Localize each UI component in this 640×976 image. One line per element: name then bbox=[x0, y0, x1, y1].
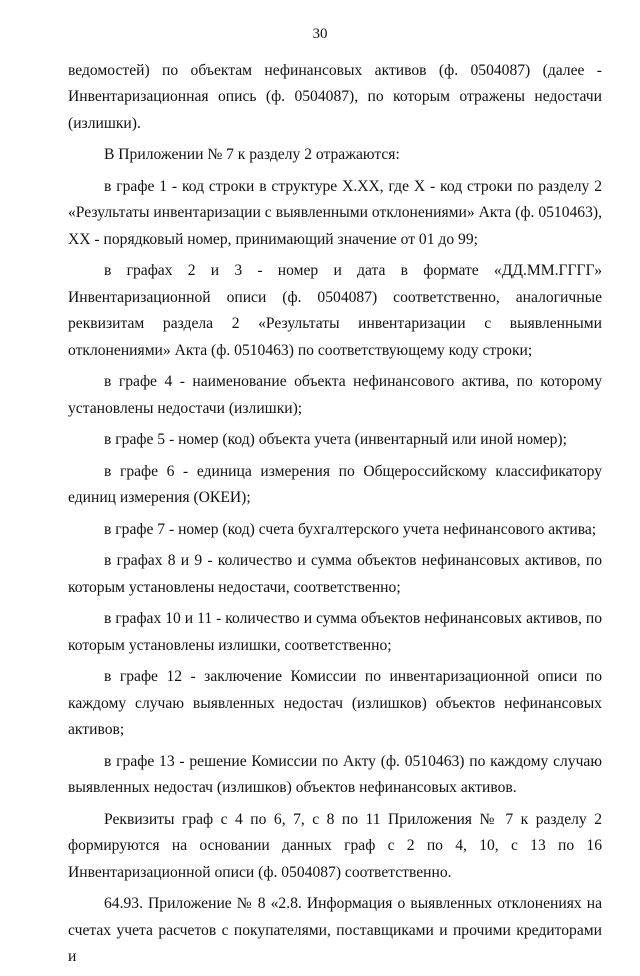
paragraph-column-1: в графе 1 - код строки в структуре Х.ХХ, где Х - код строки по разделу 2 «Результаты инвентаризации с выявленными отклонениями» Акта (ф. 0510463), ХХ - порядковый номер, принимающий значение от 01 до 99; bbox=[68, 178, 602, 248]
page-number: 30 bbox=[312, 26, 328, 42]
paragraph-column-5: в графе 5 - номер (код) объекта учета (инвентарный или иной номер); bbox=[104, 431, 567, 449]
paragraph-column-4: в графе 4 - наименование объекта нефинансового актива, по которому установлены недостачи (излишки); bbox=[68, 373, 602, 417]
document-body bbox=[68, 58, 602, 976]
paragraph-column-12: в графе 12 - заключение Комиссии по инвентаризационной описи по каждому случаю выявленных недостач (излишков) объектов нефинансовых активов; bbox=[68, 668, 602, 739]
paragraph-columns-8-9: в графах 8 и 9 - количество и сумма объектов нефинансовых активов, по которым установлены недостачи, соответственно; bbox=[68, 552, 602, 596]
paragraph-column-6: в графе 6 - единица измерения по Общероссийскому классификатору единиц измерения (ОКЕИ); bbox=[68, 462, 602, 507]
paragraph-continuation: ведомостей) по объектам нефинансовых активов (ф. 0504087) (далее - Инвентаризационная опись (ф. 0504087), по которым отражены недостачи (излишки). bbox=[68, 62, 602, 132]
paragraph-column-13: в графе 13 - решение Комиссии по Акту (ф. 0510463) по каждому случаю выявленных недостач (излишков) объектов нефинансовых активов. bbox=[68, 752, 602, 797]
paragraph-requisites: Реквизиты граф с 4 по 6, 7, с 8 по 11 Приложения № 7 к разделу 2 формируются на основании данных граф с 2 по 4, 10, с 13 по 16 Инвентаризационной описи (ф. 0504087) соответственно. bbox=[68, 810, 602, 881]
paragraph-column-7: в графе 7 - номер (код) счета бухгалтерского учета нефинансового актива; bbox=[104, 520, 597, 538]
paragraph-columns-10-11: в графах 10 и 11 - количество и сумма объектов нефинансовых активов, по которым установлены излишки, соответственно; bbox=[68, 610, 602, 654]
paragraph-64-93: 64.93. Приложение № 8 «2.8. Информация о выявленных отклонениях на счетах учета расчетов с покупателями, поставщиками и прочими кредиторами и bbox=[68, 895, 602, 966]
paragraph-columns-2-3: в графах 2 и 3 - номер и дата в формате «ДД.ММ.ГГГГ» Инвентаризационной описи (ф. 0504087) соответственно, аналогичные реквизитам раздела 2 «Результаты инвентаризации с выявленными отклонениями» Акта (ф. 0510463) по соответствующему коду строки; bbox=[68, 262, 602, 359]
paragraph-appendix-7-intro: В Приложении № 7 к разделу 2 отражаются: bbox=[104, 146, 400, 164]
